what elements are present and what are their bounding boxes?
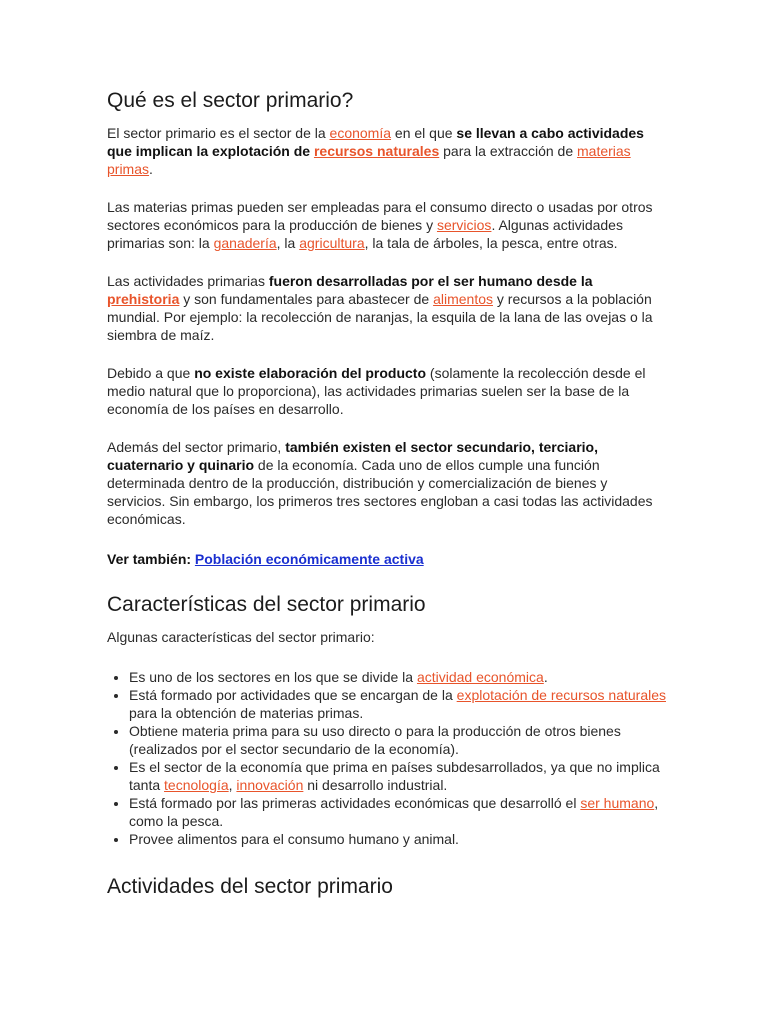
text: El sector primario es el sector de la [107, 125, 330, 141]
text: Provee alimentos para el consumo humano y animal. [129, 831, 459, 847]
list-item [129, 830, 667, 848]
text: , como la pesca. [129, 795, 659, 829]
text: Es el sector de la economía que prima en países subdesarrollados, ya que no implica tanta [129, 759, 660, 793]
paragraph-elaboracion [107, 364, 667, 418]
text: y son fundamentales para abastecer de [179, 291, 434, 307]
link-explotacion-recursos[interactable]: explotación de recursos naturales [456, 687, 666, 703]
link-recursos-naturales[interactable]: recursos naturales [313, 143, 440, 159]
link-materias-primas[interactable]: materias primas [107, 143, 631, 177]
bold-text: también existen el sector secundario, terciario, cuaternario y quinario [107, 439, 598, 473]
text: Además del sector primario, [107, 439, 286, 455]
text: Las materias primas pueden ser empleadas para el consumo directo o usadas por otros sectores económicos para la producción de bienes y [107, 199, 653, 233]
text: de la economía. Cada uno de ellos cumple una función determinada dentro de la producción, distribución y comercialización de bienes y servicios. Sin embargo, los primeros tres sectores engloban a casi todas las actividades económicas. [107, 457, 653, 527]
link-agricultura[interactable]: agricultura [299, 235, 365, 251]
text: Es uno de los sectores en los que se divide la [129, 669, 417, 685]
see-also-label: Ver también: [107, 551, 192, 567]
section-title-que-es: Qué es el sector primario? [107, 89, 354, 112]
text: , la tala de árboles, la pesca, entre otras. [364, 235, 618, 251]
link-tecnologia[interactable]: tecnología [164, 777, 229, 793]
characteristics-list [107, 668, 667, 848]
link-alimentos[interactable]: alimentos [433, 291, 493, 307]
text: . Algunas actividades primarias son: la [107, 217, 623, 251]
paragraph-materias-primas [107, 198, 667, 252]
paragraph-otros-sectores [107, 438, 667, 528]
text: Está formado por actividades que se encargan de la [129, 687, 457, 703]
link-servicios[interactable]: servicios [436, 217, 492, 233]
text: en el que [391, 125, 457, 141]
section-title-actividades: Actividades del sector primario [107, 875, 393, 898]
bold-text: no existe elaboración del producto [194, 365, 427, 381]
list-item [129, 794, 667, 830]
paragraph-intro-caracteristicas: Algunas características del sector primario: [107, 629, 375, 645]
link-actividad-economica[interactable]: actividad económica [416, 669, 544, 685]
list-item [129, 722, 667, 758]
text: Está formado por las primeras actividades económicas que desarrolló el [129, 795, 581, 811]
link-prehistoria[interactable]: prehistoria [107, 291, 180, 307]
text: , [228, 777, 237, 793]
text: y recursos a la población mundial. Por ejemplo: la recolección de naranjas, la esquila de la lana de las ovejas o la siembra de maíz. [107, 291, 653, 343]
text: . [149, 161, 153, 177]
paragraph-actividades-primarias [107, 272, 667, 344]
list-item [129, 758, 667, 794]
link-economia[interactable]: economía [329, 125, 392, 141]
text: (solamente la recolección desde el medio natural que lo proporciona), las actividades primarias suelen ser la base de la economía de los países en desarrollo. [107, 365, 646, 417]
text: Debido a que [107, 365, 195, 381]
text: ni desarrollo industrial. [303, 777, 448, 793]
link-innovacion[interactable]: innovación [236, 777, 304, 793]
bold-text: fueron desarrolladas por el ser humano desde la [268, 273, 593, 289]
link-ser-humano[interactable]: ser humano [580, 795, 655, 811]
text: , la [276, 235, 300, 251]
list-item [129, 668, 667, 686]
article-body [107, 88, 667, 900]
see-also [107, 550, 667, 568]
text: Obtiene materia prima para su uso directo o para la producción de otros bienes (realizados por el sector secundario de la economía). [129, 723, 621, 757]
section-title-caracteristicas: Características del sector primario [107, 593, 426, 616]
link-ganaderia[interactable]: ganadería [213, 235, 277, 251]
list-item [129, 686, 667, 722]
text: . [543, 669, 548, 685]
link-poblacion-activa[interactable]: Población económicamente activa [194, 551, 424, 567]
text: para la obtención de materias primas. [129, 705, 364, 721]
bold-text: se llevan a cabo actividades que implican la explotación de [107, 125, 644, 159]
text: Las actividades primarias [107, 273, 269, 289]
text: para la extracción de [439, 143, 577, 159]
paragraph-definition [107, 124, 667, 178]
